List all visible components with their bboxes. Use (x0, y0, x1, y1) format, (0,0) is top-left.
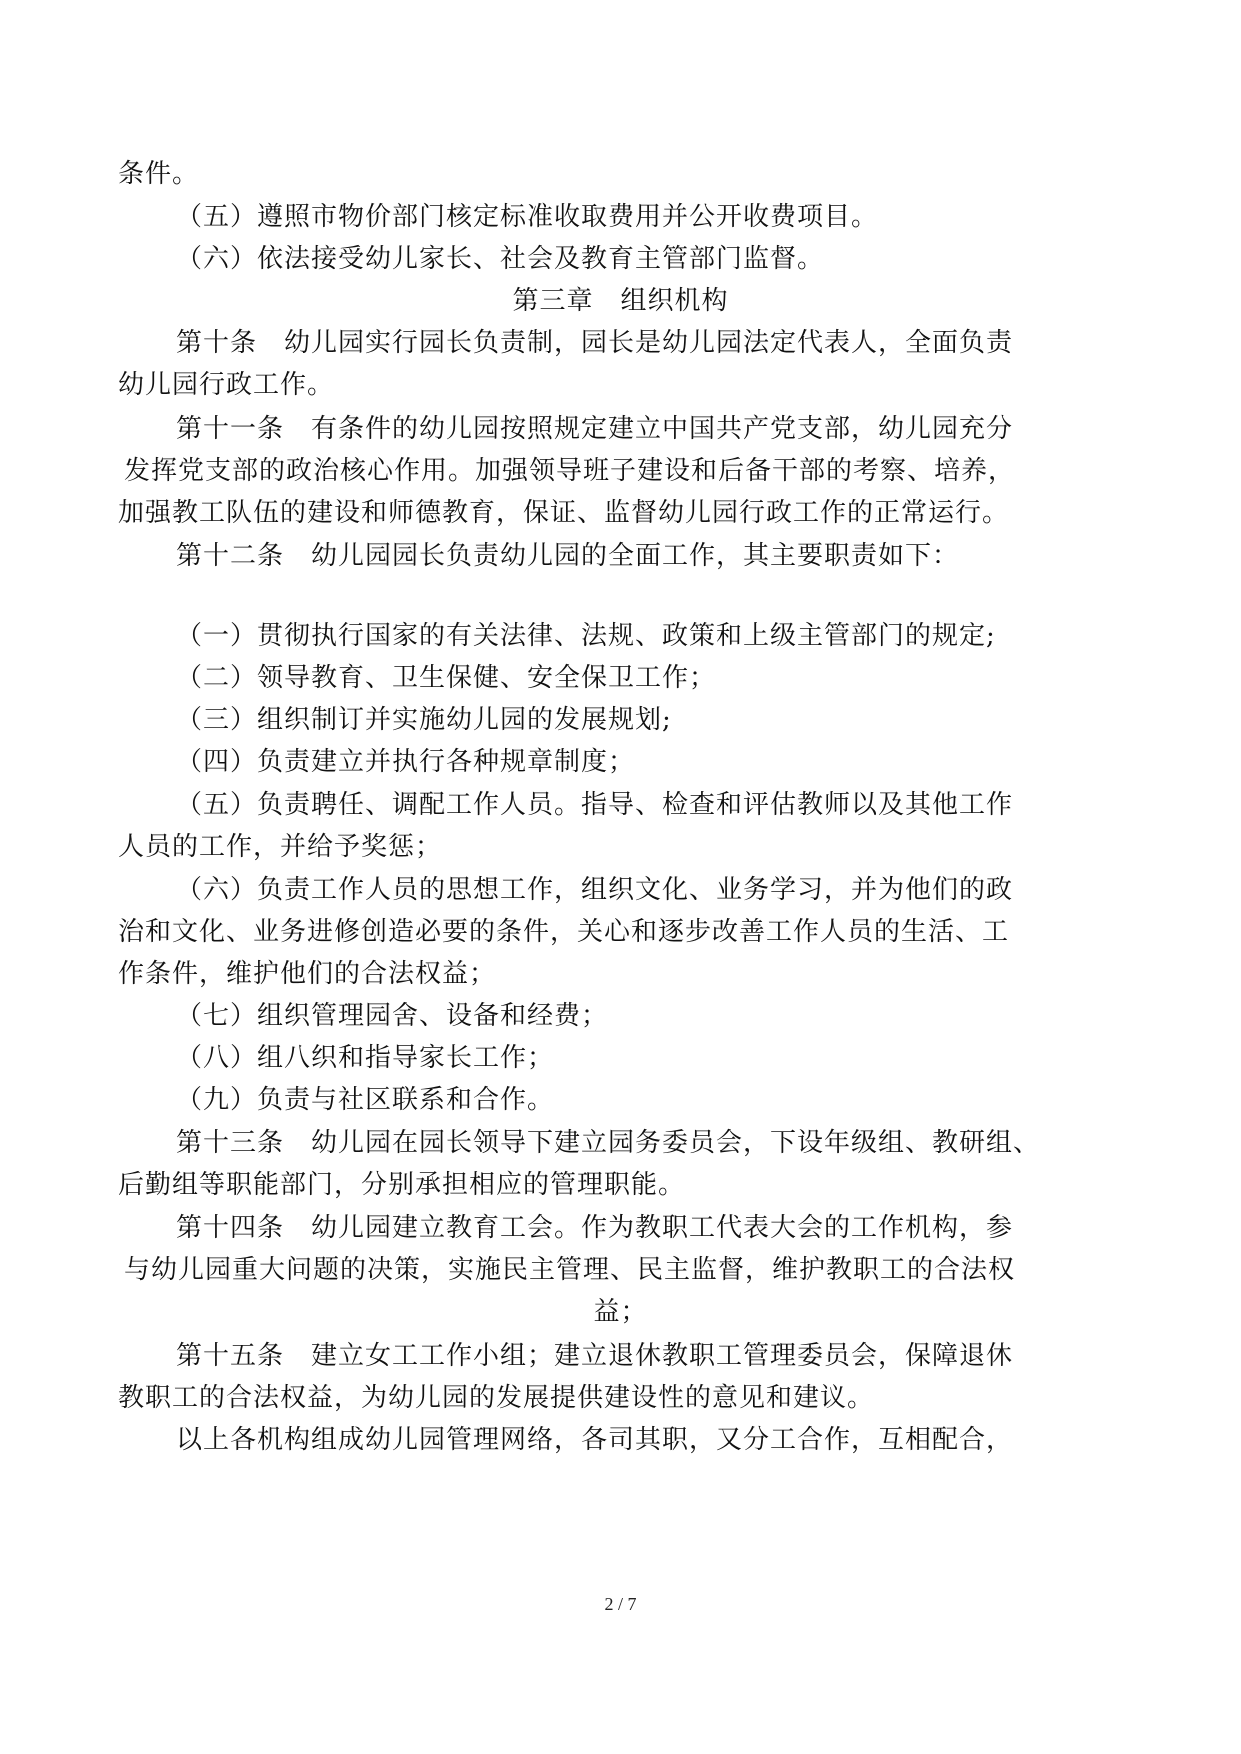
article-paragraph: 第十五条 建立女工工作小组；建立退休教职工管理委员会，保障退休 (176, 1341, 1014, 1371)
text-line: 人员的工作，并给予奖惩； (118, 832, 443, 862)
text-line: 教职工的合法权益，为幼儿园的发展提供建设性的意见和建议。 (118, 1383, 875, 1413)
article-paragraph: 以上各机构组成幼儿园管理网络，各司其职，又分工合作，互相配合， (176, 1425, 1014, 1455)
article-paragraph: 第十一条 有条件的幼儿园按照规定建立中国共产党支部，幼儿园充分 (176, 414, 1014, 444)
text-line: 与幼儿园重大问题的决策，实施民主管理、民主监督，维护教职工的合法权 (124, 1255, 1016, 1285)
article-paragraph: 第十条 幼儿园实行园长负责制，园长是幼儿园法定代表人，全面负责 (176, 328, 1014, 358)
list-item: （一）贯彻执行国家的有关法律、法规、政策和上级主管部门的规定; (176, 621, 996, 651)
text-line: 幼儿园行政工作。 (118, 370, 335, 400)
text-line: 后勤组等职能部门，分别承担相应的管理职能。 (118, 1170, 686, 1200)
list-item: （二）领导教育、卫生保健、安全保卫工作； (176, 663, 717, 693)
article-paragraph: 第十二条 幼儿园园长负责幼儿园的全面工作，其主要职责如下： (176, 541, 960, 571)
list-item: （四）负责建立并执行各种规章制度； (176, 747, 636, 777)
list-item: （六）负责工作人员的思想工作，组织文化、业务学习，并为他们的政 (176, 875, 1014, 905)
list-item: （七）组织管理园舍、设备和经费； (176, 1001, 609, 1031)
page-number: 2 / 7 (604, 1594, 637, 1614)
list-item: （三）组织制订并实施幼儿园的发展规划; (176, 705, 672, 735)
article-paragraph: 第十三条 幼儿园在园长领导下建立园务委员会，下设年级组、教研组、 (176, 1128, 1041, 1158)
list-item: （五）遵照市物价部门核定标准收取费用并公开收费项目。 (176, 202, 879, 232)
article-paragraph: 第十四条 幼儿园建立教育工会。作为教职工代表大会的工作机构，参 (176, 1213, 1014, 1243)
text-line: 加强教工队伍的建设和师德教育，保证、监督幼儿园行政工作的正常运行。 (118, 498, 1010, 528)
text-line: 条件。 (118, 159, 200, 189)
chapter-heading: 第三章 组织机构 (512, 286, 729, 316)
text-line: 益； (593, 1297, 648, 1327)
list-item: （六）依法接受幼儿家长、社会及教育主管部门监督。 (176, 244, 825, 274)
text-line: 治和文化、业务进修创造必要的条件，关心和逐步改善工作人员的生活、工 (118, 917, 1010, 947)
text-line: 发挥党支部的政治核心作用。加强领导班子建设和后备干部的考察、培养， (124, 456, 1016, 486)
list-item: （八）组八织和指导家长工作； (176, 1043, 555, 1073)
list-item: （五）负责聘任、调配工作人员。指导、检查和评估教师以及其他工作 (176, 790, 1014, 820)
text-line: 作条件，维护他们的合法权益； (118, 959, 497, 989)
list-item: （九）负责与社区联系和合作。 (176, 1085, 555, 1115)
